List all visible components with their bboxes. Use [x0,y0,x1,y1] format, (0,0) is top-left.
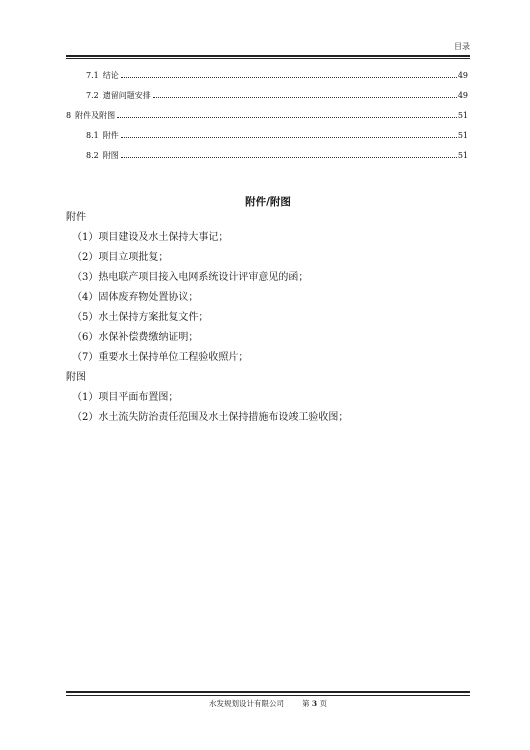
toc-leader [121,157,457,158]
footer-page-number: 3 [311,699,318,708]
list-item: （1）项目建设及水土保持大事记； [72,232,229,243]
toc-entry-title: 遗留问题安排 [102,91,151,100]
table-of-contents [66,70,468,170]
toc-entry[interactable] [66,130,468,150]
list-item: （2）水土流失防治责任范围及水土保持措施布设竣工验收图； [72,412,349,423]
toc-entry-number: 7.2 [86,91,99,100]
toc-entry-number: 8 [66,111,72,120]
toc-entry-number: 8.2 [86,151,99,160]
toc-entry[interactable] [66,90,468,110]
toc-entry-page: 51 [457,111,468,120]
toc-entry[interactable] [66,150,468,170]
attachments-heading: 附件 [66,212,86,223]
list-item: （7）重要水土保持单位工程验收照片； [72,352,249,363]
list-item: （4）固体废弃物处置协议； [72,292,199,303]
toc-entry-page: 49 [457,71,468,80]
toc-leader [121,77,457,78]
list-item: （3）热电联产项目接入电网系统设计评审意见的函； [72,272,309,283]
toc-entry-page: 51 [457,151,468,160]
list-item: （6）水保补偿费缴纳证明； [72,332,199,343]
toc-entry-title: 结论 [102,71,119,80]
toc-entry-page: 51 [457,131,468,140]
footer-page-prefix: 第 [302,699,310,708]
toc-entry[interactable] [66,70,468,90]
toc-entry-title: 附件及附图 [75,111,116,120]
section-title: 附件/附图 [245,196,291,208]
toc-entry[interactable] [66,110,468,130]
header-rule-thin [66,58,470,59]
toc-entry-title: 附件 [102,131,119,140]
toc-entry-number: 7.1 [86,71,99,80]
toc-leader [121,137,457,138]
attachments-and-figures-list [66,208,470,428]
toc-leader [153,97,457,98]
footer-rule-thin [66,695,470,696]
header-rule [66,55,470,57]
toc-leader [117,117,457,118]
footer-rule [66,691,470,693]
figures-heading: 附图 [66,372,86,383]
toc-entry-page: 49 [457,91,468,100]
page-footer [66,698,470,709]
list-item: （1）项目平面布置图； [72,392,179,403]
footer-page-suffix: 页 [319,699,327,708]
toc-entry-title: 附图 [102,151,119,160]
list-item: （5）水土保持方案批复文件； [72,312,209,323]
toc-entry-number: 8.1 [86,131,99,140]
page-header-title: 目录 [454,42,470,51]
footer-company: 水发规划设计有限公司 [209,699,284,708]
list-item: （2）项目立项批复； [72,252,169,263]
